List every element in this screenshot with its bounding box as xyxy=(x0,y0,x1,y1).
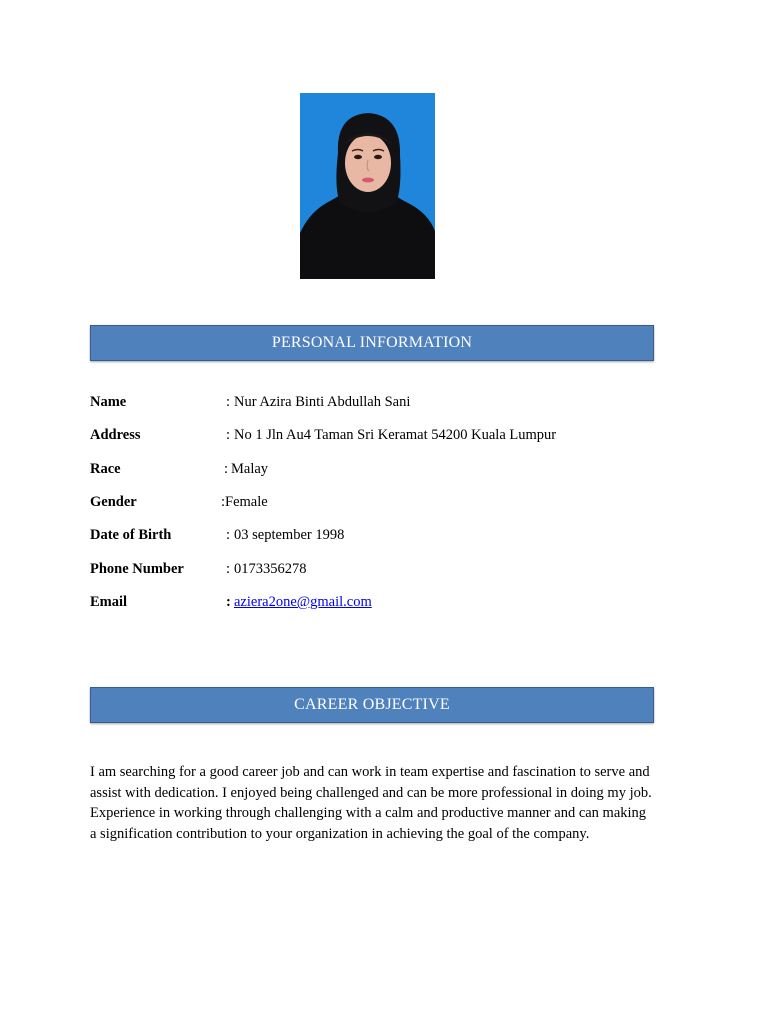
info-value-gender: Female xyxy=(225,494,268,510)
info-separator: : xyxy=(226,527,231,543)
email-link[interactable]: aziera2one@gmail.com xyxy=(234,594,372,610)
paragraph-line: assist with dedication. I enjoyed being challenged and can be more professional in doing my job. xyxy=(90,784,652,801)
paragraph-line: Experience in working through challenging with a calm and productive manner and can making xyxy=(90,805,647,821)
paragraph-line: a signification contribution to your organization in achieving the goal of the company. xyxy=(90,825,590,842)
personal-information-header: PERSONAL INFORMATION xyxy=(90,325,654,361)
info-label-race: Race xyxy=(90,461,121,477)
info-label-phone-number: Phone Number xyxy=(90,561,184,577)
portrait-image xyxy=(300,93,435,279)
info-label-address: Address xyxy=(90,427,141,443)
info-separator: : xyxy=(221,494,226,510)
info-label-email: Email xyxy=(90,594,128,610)
info-separator: : xyxy=(226,594,231,610)
profile-photo xyxy=(300,93,435,279)
info-separator: : xyxy=(226,427,231,443)
info-value-phone-number: 0173356278 xyxy=(234,561,307,577)
info-value-name: Nur Azira Binti Abdullah Sani xyxy=(234,394,411,410)
info-value-race: Malay xyxy=(231,461,269,477)
career-objective-paragraph xyxy=(90,762,680,844)
info-label-gender: Gender xyxy=(90,494,137,510)
info-label-name: Name xyxy=(90,394,127,410)
info-separator: : xyxy=(226,561,231,577)
info-value-date-of-birth: 03 september 1998 xyxy=(234,527,345,543)
info-separator: : xyxy=(224,461,229,477)
info-label-date-of-birth: Date of Birth xyxy=(90,527,172,543)
info-value-address: No 1 Jln Au4 Taman Sri Keramat 54200 Kuala Lumpur xyxy=(234,427,557,443)
info-separator: : xyxy=(226,394,231,410)
paragraph-line: I am searching for a good career job and can work in team expertise and fascination to serve and xyxy=(90,764,650,780)
career-objective-header: CAREER OBJECTIVE xyxy=(90,687,654,723)
